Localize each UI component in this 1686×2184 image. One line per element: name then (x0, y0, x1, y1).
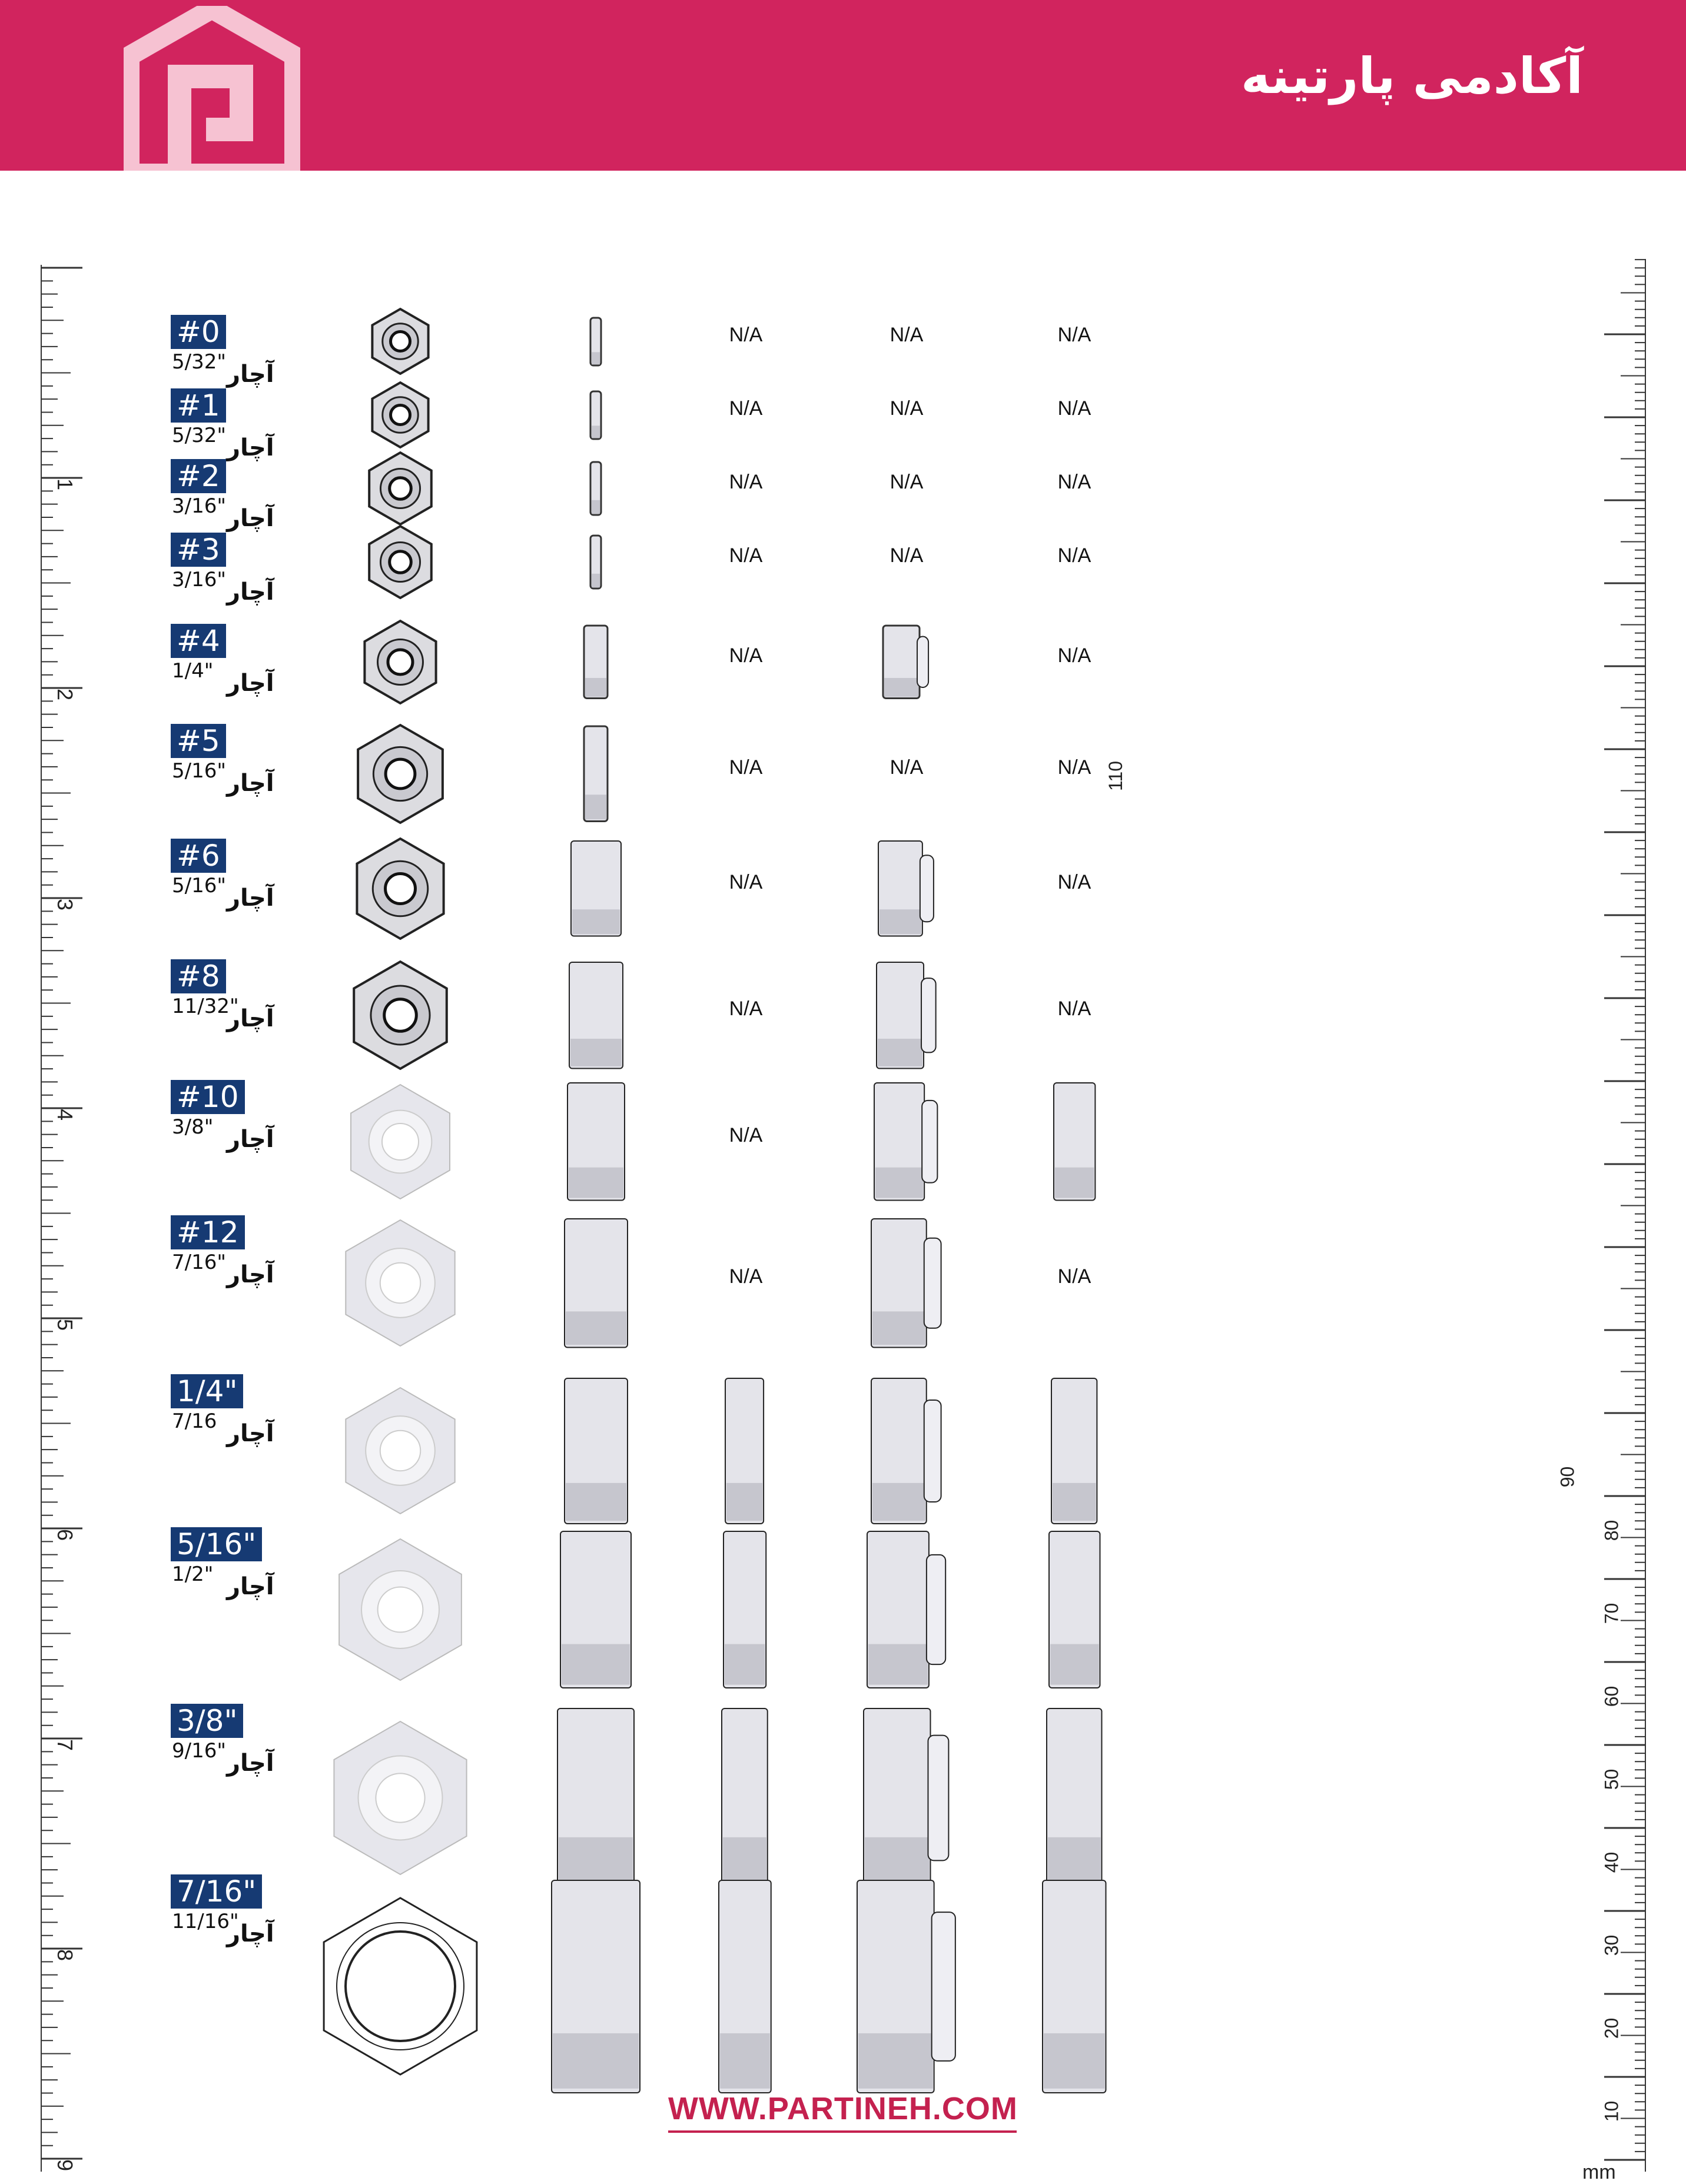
mm-label: 60 (1601, 1686, 1622, 1707)
not-available-label: N/A (1057, 544, 1091, 567)
nut-size-badge: #5 (171, 724, 226, 758)
hex-nut-side-view-icon (559, 1375, 633, 1527)
wrench-label: آچار (227, 1126, 274, 1153)
not-available-label: N/A (890, 397, 924, 420)
not-available-label: N/A (890, 471, 924, 493)
hex-nut-side-view-icon (578, 623, 613, 702)
not-available-label: N/A (1057, 644, 1091, 667)
not-available-label: N/A (1057, 998, 1091, 1020)
mm-label: 30 (1601, 1934, 1622, 1956)
hex-nut-side-view-icon (1048, 1080, 1101, 1204)
not-available-label: N/A (1057, 471, 1091, 493)
nut-size-badge: #8 (171, 959, 226, 993)
wrench-size: 5/16" (172, 759, 226, 783)
not-available-label: N/A (729, 871, 763, 893)
hex-nut-side-view-icon (1041, 1706, 1108, 1890)
not-available-label: N/A (890, 544, 924, 567)
wrench-size: 5/32" (172, 350, 226, 374)
nylon-lock-nut-side-view-icon (868, 1080, 944, 1204)
nut-size-badge: #10 (171, 1080, 245, 1114)
nut-size-badge: 7/16" (171, 1874, 262, 1909)
hex-nut-side-view-icon (585, 533, 607, 591)
hex-nut-side-view-icon (718, 1528, 772, 1691)
mm-label: 80 (1601, 1520, 1622, 1541)
wrench-size: 3/16" (172, 494, 226, 518)
wrench-label: آچار (227, 1920, 274, 1947)
not-available-label: N/A (729, 471, 763, 493)
nylon-lock-nut-side-view-icon (877, 623, 936, 702)
mm-label: 70 (1601, 1603, 1622, 1624)
wrench-size: 7/16 (172, 1410, 217, 1433)
hex-nut-side-view-icon (559, 1216, 633, 1351)
inch-label: 9 (53, 2159, 78, 2172)
not-available-label: N/A (729, 544, 763, 567)
nut-size-badge: #0 (171, 315, 226, 349)
nut-size-badge: #1 (171, 388, 226, 423)
hex-nut-side-view-icon (562, 1080, 630, 1204)
not-available-label: N/A (890, 324, 924, 346)
hex-nut-side-view-icon (716, 1706, 774, 1890)
mm-label: 20 (1601, 2017, 1622, 2039)
not-available-label: N/A (890, 756, 924, 779)
not-available-label: N/A (1057, 756, 1091, 779)
wrench-size: 3/8" (172, 1115, 214, 1139)
wrench-label: آچار (227, 579, 274, 606)
nylon-lock-nut-side-view-icon (861, 1528, 952, 1691)
nut-size-badge: #6 (171, 839, 226, 873)
inch-label: 2 (53, 688, 78, 701)
wrench-label: آچار (227, 1420, 274, 1447)
wrench-size: 1/4" (172, 659, 214, 683)
mm-label: 110 (1105, 760, 1127, 792)
not-available-label: N/A (729, 324, 763, 346)
not-available-label: N/A (1057, 871, 1091, 893)
not-available-label: N/A (729, 397, 763, 420)
hex-nut-side-view-icon (552, 1706, 640, 1890)
hex-nut-side-view-icon (563, 959, 629, 1072)
hex-nut-side-view-icon (1037, 1877, 1112, 2096)
hex-nut-side-view-icon (555, 1528, 637, 1691)
wrench-label: آچار (227, 885, 274, 912)
wrench-label: آچار (227, 361, 274, 388)
wrench-label: آچار (227, 1261, 274, 1288)
hex-nut-top-view-icon (312, 1839, 489, 2133)
wrench-label: آچار (227, 770, 274, 797)
not-available-label: N/A (729, 1265, 763, 1288)
mm-label: 50 (1601, 1769, 1622, 1790)
inch-label: 7 (53, 1738, 78, 1751)
nylon-lock-nut-side-view-icon (872, 838, 941, 939)
hex-nut-side-view-icon (719, 1375, 769, 1527)
nylon-lock-nut-side-view-icon (865, 1375, 948, 1527)
nylon-lock-nut-side-view-icon (865, 1216, 948, 1351)
nut-size-badge: #12 (171, 1215, 245, 1249)
hex-nut-side-view-icon (565, 838, 627, 939)
wrench-size: 11/32" (172, 995, 239, 1018)
not-available-label: N/A (1057, 1265, 1091, 1288)
wrench-size: 9/16" (172, 1739, 226, 1763)
mm-label: 10 (1601, 2100, 1622, 2122)
not-available-label: N/A (729, 756, 763, 779)
wrench-label: آچار (227, 1750, 274, 1777)
wrench-label: آچار (227, 670, 274, 697)
wrench-size: 1/2" (172, 1563, 214, 1586)
nut-size-badge: #2 (171, 459, 226, 493)
inch-label: 3 (53, 898, 78, 911)
wrench-size: 11/16" (172, 1910, 239, 1933)
nut-size-badge: 1/4" (171, 1374, 243, 1408)
nut-size-badge: #3 (171, 533, 226, 567)
hex-nut-side-view-icon (578, 723, 613, 825)
nut-size-badge: #4 (171, 624, 226, 658)
inch-label: 6 (53, 1528, 78, 1541)
mm-label: 40 (1601, 1851, 1622, 1873)
wrench-label: آچار (227, 434, 274, 461)
nylon-lock-nut-side-view-icon (858, 1706, 955, 1890)
mm-label: 90 (1556, 1466, 1578, 1488)
website-url[interactable]: WWW.PARTINEH.COM (668, 2091, 1018, 2126)
wrench-label: آچار (227, 1005, 274, 1032)
not-available-label: N/A (729, 998, 763, 1020)
inch-label: 4 (53, 1108, 78, 1121)
mm-unit-label: mm (1582, 2161, 1616, 2183)
wrench-size: 7/16" (172, 1251, 226, 1274)
hex-nut-side-view-icon (713, 1877, 777, 2096)
hex-nut-side-view-icon (546, 1877, 646, 2096)
not-available-label: N/A (729, 1124, 763, 1146)
brand-title: آکادمی پارتینه (1240, 47, 1583, 105)
hex-nut-side-view-icon (585, 315, 607, 368)
inch-label: 5 (53, 1318, 78, 1331)
inch-label: 1 (53, 478, 78, 491)
hex-nut-side-view-icon (1046, 1375, 1103, 1527)
hex-nut-side-view-icon (1043, 1528, 1106, 1691)
nut-size-badge: 5/16" (171, 1527, 262, 1561)
hex-nut-side-view-icon (585, 388, 607, 442)
nylon-lock-nut-side-view-icon (851, 1877, 962, 2096)
not-available-label: N/A (1057, 397, 1091, 420)
nylon-lock-nut-side-view-icon (871, 959, 943, 1072)
website-underline (668, 2130, 1017, 2133)
nut-size-badge: 3/8" (171, 1704, 243, 1738)
not-available-label: N/A (1057, 324, 1091, 346)
wrench-size: 5/16" (172, 874, 226, 897)
wrench-label: آچار (227, 505, 274, 532)
hex-nut-side-view-icon (585, 459, 607, 518)
not-available-label: N/A (729, 644, 763, 667)
wrench-size: 5/32" (172, 424, 226, 447)
wrench-size: 3/16" (172, 568, 226, 591)
inch-label: 8 (53, 1949, 78, 1962)
wrench-label: آچار (227, 1573, 274, 1600)
